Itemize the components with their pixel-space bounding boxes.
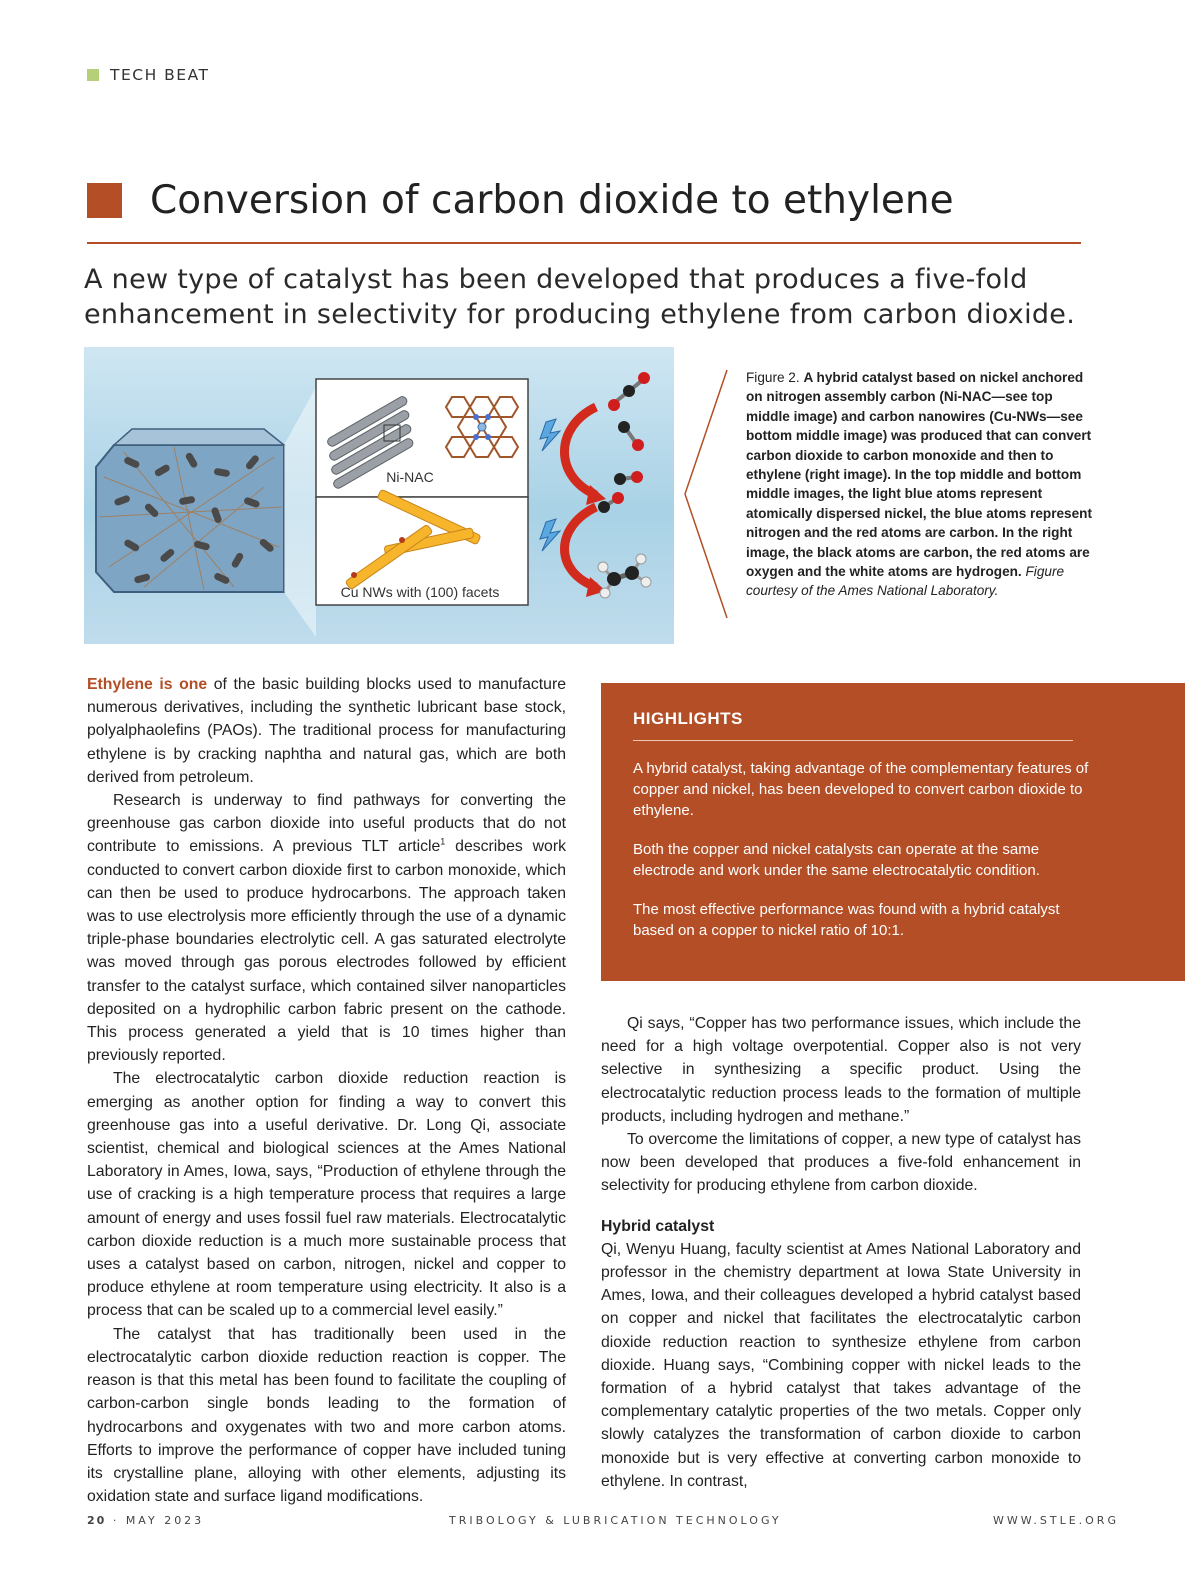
caption-text: A hybrid catalyst based on nickel anchored on nitrogen assembly carbon (Ni-NAC—see top middle image) and carbon nanowires (Cu-NWs—see bottom middle image) was produced that can convert carbon dioxide to carbon monoxide and then to ethylene (right image). In the top middle and bottom middle images, the light blue atoms represent atomically dispersed nickel, the blue atoms represent nitrogen and the red atoms are carbon. In the right image, the black atoms are carbon, the red atoms are oxygen and the white atoms are hydrogen. xyxy=(746,370,1093,580)
ni-nac-lattice xyxy=(440,387,522,467)
body-paragraph: Qi says, “Copper has two performance issues, which include the need for a high voltage overpotential. Copper also is not very selective in synthesizing a specific product. Using the electrocatalytic reduction process leads to the formation of multiple products, including hydrogen and methane.” xyxy=(601,1015,1081,1125)
highlights-title: HIGHLIGHTS xyxy=(633,709,743,728)
publication-name: TRIBOLOGY & LUBRICATION TECHNOLOGY xyxy=(449,1514,782,1527)
zoom-beam-bottom xyxy=(284,497,316,637)
body-column-left xyxy=(87,673,566,1508)
electrode-block xyxy=(96,445,284,592)
ni-nac-label: Ni-NAC xyxy=(386,469,434,485)
co2-molecule xyxy=(608,372,650,451)
ethylene-molecule xyxy=(598,554,651,598)
lightning-icon xyxy=(540,519,560,551)
section-subhead: Hybrid catalyst xyxy=(601,1217,715,1235)
caption-label: Figure 2. xyxy=(746,370,800,385)
co-molecule xyxy=(598,471,643,513)
section-tag xyxy=(87,66,209,84)
body-paragraph xyxy=(87,789,566,1067)
title-divider xyxy=(87,242,1081,244)
caption-bracket xyxy=(683,368,731,620)
footnote-ref: 1 xyxy=(440,837,446,848)
body-paragraph: Qi, Wenyu Huang, faculty scientist at Ames National Laboratory and professor in the chemistry department at Iowa State University in Ames, Iowa, and their colleagues developed a hybrid catalyst based on copper and nickel that facilitates the electrocatalytic carbon dioxide reduction reaction to synthesize ethylene from carbon dioxide. Huang says, “Combining copper with nickel leads to the formation of a hybrid catalyst that takes advantage of the complementary catalytic properties of the two metals. Copper only slowly catalyzes the transformation of carbon dioxide to carbon monoxide but is very effective at converting carbon monoxide to ethylene. In contrast, xyxy=(601,1240,1081,1490)
paragraph-text: describes work conducted to convert carbon dioxide first to carbon monoxide, which can then be used to produce hydrocarbons. The approach taken was to use electrolysis more efficiently through the use of a dynamic triple-phase boundaries electrolytic cell. A gas saturated electrolyte was moved through gas porous electrodes followed by efficient transfer to the catalyst surface, which contained silver nanoparticles deposited on a hydrophilic carbon fabric present on the cathode. This process generated a yield that is 10 times higher than previously reported. xyxy=(87,838,566,1065)
reaction-arrow xyxy=(565,407,597,495)
issue-date: MAY 2023 xyxy=(125,1514,205,1527)
footer-separator: · xyxy=(112,1514,120,1527)
lead-in: Ethylene is one xyxy=(87,676,208,693)
highlights-box xyxy=(601,683,1185,981)
cu-atom-marker xyxy=(351,572,357,578)
page-number: 20 xyxy=(87,1514,107,1527)
reaction-arrow xyxy=(565,507,597,587)
lightning-icon xyxy=(540,419,560,451)
section-tag-label: TECH BEAT xyxy=(110,66,210,84)
highlight-item: A hybrid catalyst, taking advantage of the complementary features of copper and nickel, has been developed to convert carbon dioxide to ethylene. xyxy=(633,760,1089,819)
highlights-list xyxy=(633,758,1093,959)
paragraph-text: of the basic building blocks used to manufacture numerous derivatives, including the synthetic lubricant base stock, polyalphaolefins (PAOs). The traditional process for manufacturing ethylene is by cracking naphtha and natural gas, which are both derived from petroleum. xyxy=(87,676,566,786)
section-tag-square xyxy=(87,69,99,81)
catalyst-diagram xyxy=(84,347,674,644)
body-column-right xyxy=(601,1012,1081,1493)
highlight-item: Both the copper and nickel catalysts can operate at the same electrode and work under the same electrocatalytic condition. xyxy=(633,841,1040,879)
highlight-item: The most effective performance was found with a hybrid catalyst based on a copper to nickel ratio of 10:1. xyxy=(633,901,1060,939)
caption-credit: Figure courtesy of the Ames National Laboratory. xyxy=(746,564,1065,599)
figure-caption xyxy=(746,368,1092,601)
article-title: Conversion of carbon dioxide to ethylene xyxy=(150,178,954,223)
title-square xyxy=(87,183,122,218)
cu-nws-label: Cu NWs with (100) facets xyxy=(340,584,500,600)
body-paragraph: To overcome the limitations of copper, a new type of catalyst has now been developed that produces a five-fold enhancement in selectivity for producing ethylene from carbon dioxide. xyxy=(601,1131,1081,1195)
electrode-top xyxy=(114,429,284,445)
cu-atom-marker xyxy=(399,537,405,543)
body-paragraph: The electrocatalytic carbon dioxide reduction reaction is emerging as another option for finding a way to convert this greenhouse gas into a useful derivative. Dr. Long Qi, associate scientist, chemical and biological sciences at the Ames National Laboratory in Ames, Iowa, says, “Production of ethylene through the use of cracking is a high temperature process that requires a large amount of energy and uses fossil fuel raw materials. Electrocatalytic carbon dioxide reduction is a much more sustainable process that uses a catalyst based on carbon, nitrogen, nickel and copper to produce ethylene at room temperature using electricity. It also is a process that can be scaled up to a commercial level easily.” xyxy=(87,1070,566,1320)
figure-illustration xyxy=(84,347,674,644)
body-paragraph xyxy=(87,673,566,789)
zoom-beam-top xyxy=(284,387,316,517)
article-subtitle: A new type of catalyst has been developed that produces a five-fold enhancement in selectivity for producing ethylene from carbon dioxide. xyxy=(84,264,1076,330)
paragraph-text: Research is underway to find pathways for converting the greenhouse gas carbon dioxide into useful products that do not contribute to emissions. A previous TLT article xyxy=(87,792,566,856)
highlights-divider xyxy=(633,740,1073,741)
footer-left xyxy=(87,1514,204,1527)
website-link[interactable]: WWW.STLE.ORG xyxy=(993,1514,1119,1527)
body-paragraph: The catalyst that has traditionally been used in the electrocatalytic carbon dioxide reduction reaction is copper. The reason is that this metal has been found to facilitate the coupling of carbon-carbon single bonds leading to the formation of hydrocarbons and oxygenates with two and more carbon atoms. Efforts to improve the performance of copper have included tuning its crystalline plane, alloying with other elements, adjusting its oxidation state and surface ligand modifications. xyxy=(87,1325,566,1506)
